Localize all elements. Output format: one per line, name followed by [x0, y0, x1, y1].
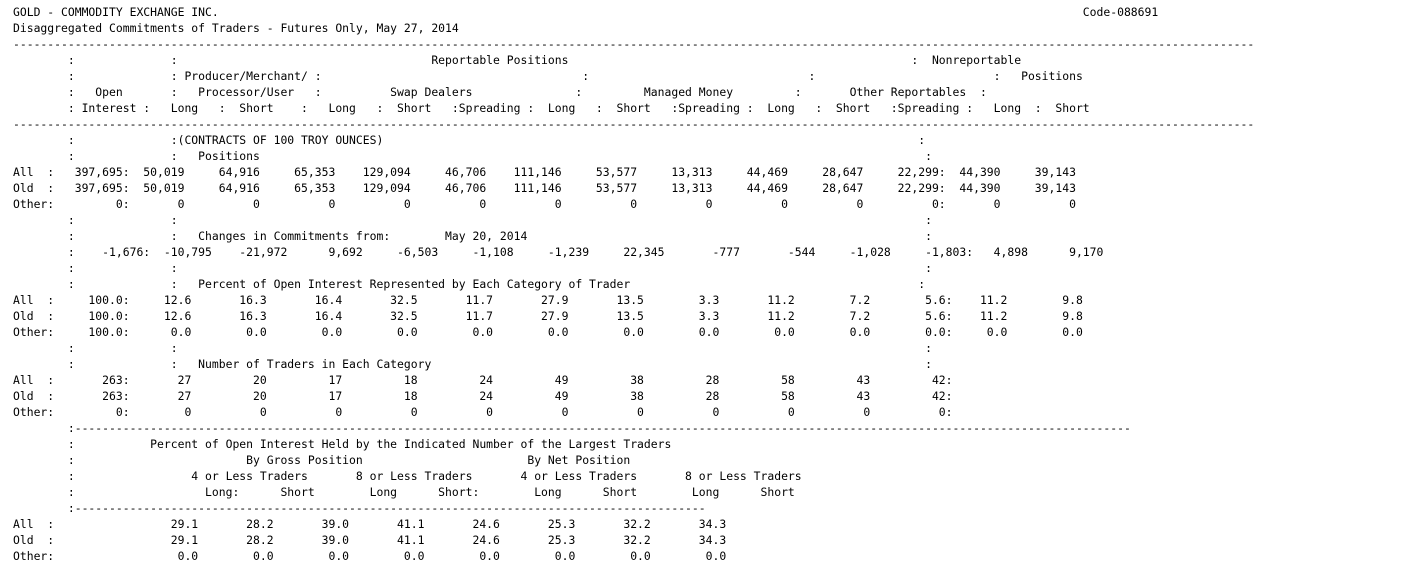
report-line: Other: 100.0: 0.0 0.0 0.0 0.0 0.0 0.0 0.0 0.0 0.0 0.0 0.0: 0.0 0.0 — [13, 325, 1083, 339]
report-line: : Long: Short Long Short: Long Short Long Short — [13, 485, 795, 499]
report-line: : : Reportable Positions : Nonreportable — [13, 53, 1022, 67]
report-line: : By Gross Position By Net Position — [13, 453, 631, 467]
report-line: : : : — [13, 261, 932, 275]
report-line: : 4 or Less Traders 8 or Less Traders 4 or Less Traders 8 or Less Traders — [13, 469, 802, 483]
report-line: Old : 397,695: 50,019 64,916 65,353 129,094 46,706 111,146 53,577 13,313 44,469 28,647 22,299: 44,390 39,143 — [13, 181, 1076, 195]
report-line: Old : 29.1 28.2 39.0 41.1 24.6 25.3 32.2 34.3 — [13, 533, 727, 547]
report-line: : : Positions : — [13, 149, 932, 163]
report-line: All : 397,695: 50,019 64,916 65,353 129,094 46,706 111,146 53,577 13,313 44,469 28,647 22,299: 44,390 39,143 — [13, 165, 1076, 179]
report-line: Other: 0.0 0.0 0.0 0.0 0.0 0.0 0.0 0.0 — [13, 549, 727, 563]
report-line: : : Percent of Open Interest Represented by Each Category of Trader : — [13, 277, 926, 291]
report-line: : : Number of Traders in Each Category : — [13, 357, 932, 371]
report-line: ------------------------------------------------------------------------------------------------------------------------------------------------------------------------------------- — [13, 117, 1255, 131]
report-line: Other: 0: 0 0 0 0 0 0 0 0 0 0 0: — [13, 405, 953, 419]
report-line: ------------------------------------------------------------------------------------------------------------------------------------------------------------------------------------- — [13, 37, 1255, 51]
report-line: : : Changes in Commitments from: May 20, 2014 : — [13, 229, 932, 243]
report-line: Old : 100.0: 12.6 16.3 16.4 32.5 11.7 27.9 13.5 3.3 11.2 7.2 5.6: 11.2 9.8 — [13, 309, 1083, 323]
report-line: :-------------------------------------------------------------------------------------------- — [13, 501, 706, 515]
report-line: : : : — [13, 341, 932, 355]
report-line: :---------------------------------------------------------------------------------------------------------------------------------------------------------- — [13, 421, 1131, 435]
report-line: All : 29.1 28.2 39.0 41.1 24.6 25.3 32.2 34.3 — [13, 517, 727, 531]
report-line: Other: 0: 0 0 0 0 0 0 0 0 0 0 0: 0 0 — [13, 197, 1076, 211]
report-line: GOLD - COMMODITY EXCHANGE INC. Code-088691 — [13, 5, 1159, 19]
report-line: All : 100.0: 12.6 16.3 16.4 32.5 11.7 27.9 13.5 3.3 11.2 7.2 5.6: 11.2 9.8 — [13, 293, 1083, 307]
report-line: All : 263: 27 20 17 18 24 49 38 28 58 43 42: — [13, 373, 953, 387]
report-line: : : : — [13, 213, 932, 227]
report-line: : Open : Processor/User : Swap Dealers : Managed Money : Other Reportables : — [13, 85, 987, 99]
report-line: : :(CONTRACTS OF 100 TROY OUNCES) : — [13, 133, 926, 147]
report-line: : Percent of Open Interest Held by the Indicated Number of the Largest Traders — [13, 437, 672, 451]
report-line: : : Producer/Merchant/ : : : : Positions — [13, 69, 1083, 83]
report-line: Old : 263: 27 20 17 18 24 49 38 28 58 43 42: — [13, 389, 953, 403]
report-line: : Interest : Long : Short : Long : Short :Spreading : Long : Short :Spreading : Long : Short :Spreading : Long : Short — [13, 101, 1090, 115]
report-line: : -1,676: -10,795 -21,972 9,692 -6,503 -1,108 -1,239 22,345 -777 -544 -1,028 -1,803: 4,898 9,170 — [13, 245, 1104, 259]
report-line: Disaggregated Commitments of Traders - Futures Only, May 27, 2014 — [13, 21, 459, 35]
